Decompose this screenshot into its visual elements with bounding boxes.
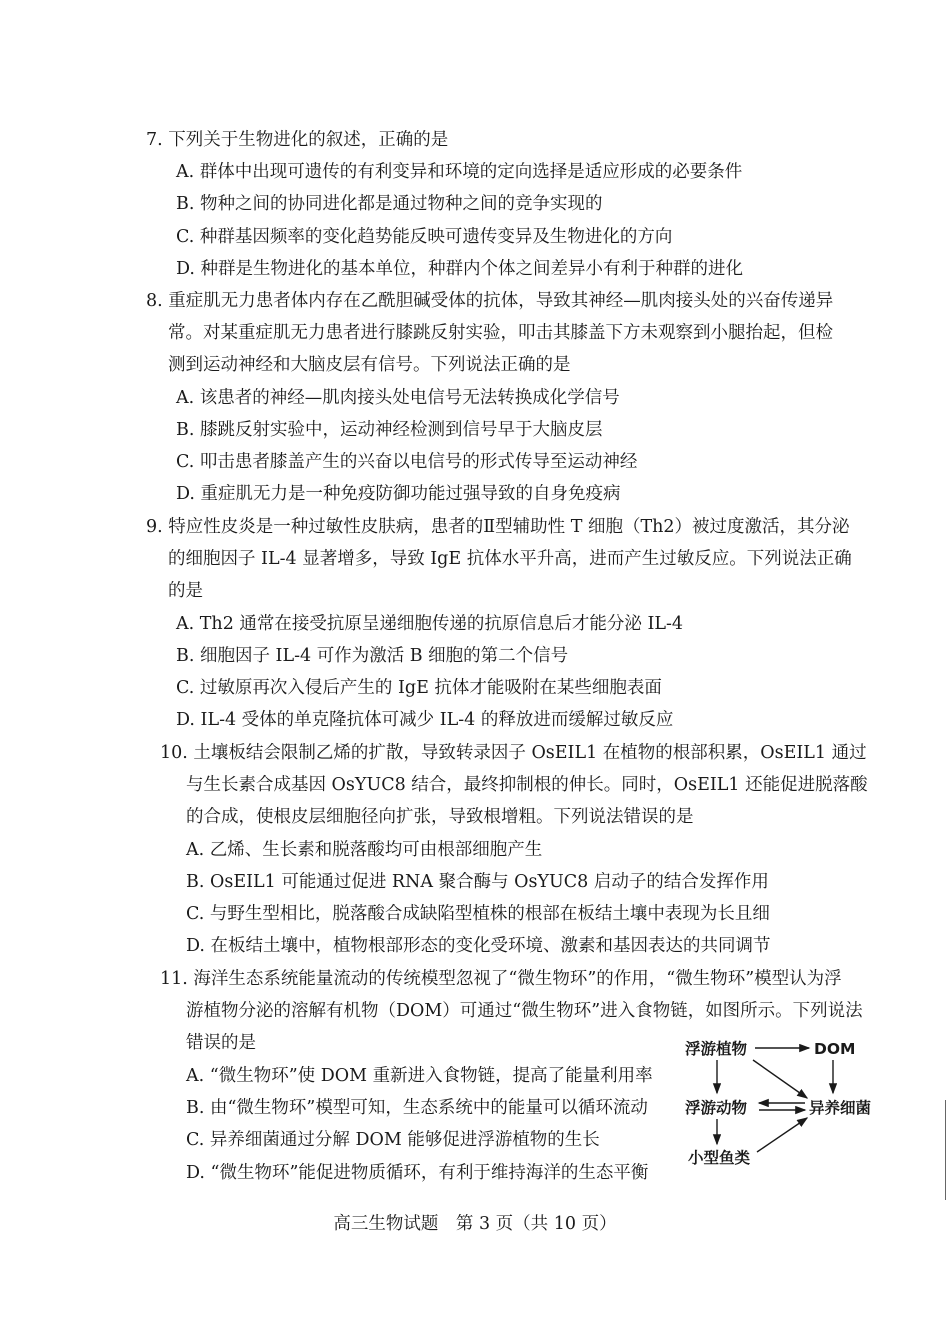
microbial-loop-diagram	[675, 1030, 915, 1175]
q9-stem-line3: 的是	[168, 581, 203, 601]
q10-stem-line1: 10. 土壤板结会限制乙烯的扩散，导致转录因子 OsEIL1 在植物的根部积累，OsEIL1 通过	[160, 743, 867, 763]
q8-option-b: B. 膝跳反射实验中，运动神经检测到信号早于大脑皮层	[176, 420, 603, 440]
q10-option-b: B. OsEIL1 可能通过促进 RNA 聚合酶与 OsYUC8 启动子的结合发挥作用	[186, 872, 769, 892]
q10-stem-line3: 的合成，使根皮层细胞径向扩张，导致根增粗。下列说法错误的是	[186, 807, 694, 827]
arrow-phyto-to-bacteria	[753, 1060, 807, 1098]
page-edge-rule	[945, 1100, 946, 1200]
q8-option-a: A. 该患者的神经—肌肉接头处电信号无法转换成化学信号	[176, 388, 620, 408]
q9-stem-line1: 9. 特应性皮炎是一种过敏性皮肤病，患者的Ⅱ型辅助性 T 细胞（Th2）被过度激活，其分泌	[146, 517, 850, 537]
q10-option-d: D. 在板结土壤中，植物根部形态的变化受环境、激素和基因表达的共同调节	[186, 936, 771, 956]
q11-option-d: D. “微生物环”能促进物质循环，有利于维持海洋的生态平衡	[186, 1163, 649, 1183]
q10-option-c: C. 与野生型相比，脱落酸合成缺陷型植株的根部在板结土壤中表现为长且细	[186, 904, 770, 924]
q7-option-a: A. 群体中出现可遗传的有利变异和环境的定向选择是适应形成的必要条件	[176, 162, 743, 182]
q7-option-c: C. 种群基因频率的变化趋势能反映可遗传变异及生物进化的方向	[176, 227, 673, 247]
node-small-fish: 小型鱼类	[688, 1149, 751, 1167]
q8-option-d: D. 重症肌无力是一种免疫防御功能过强导致的自身免疫病	[176, 484, 621, 504]
q7-option-b: B. 物种之间的协同进化都是通过物种之间的竞争实现的	[176, 194, 603, 214]
q11-option-c: C. 异养细菌通过分解 DOM 能够促进浮游植物的生长	[186, 1130, 600, 1150]
q11-stem-line3: 错误的是	[186, 1033, 256, 1053]
q8-stem-line2: 常。对某重症肌无力患者进行膝跳反射实验，叩击其膝盖下方未观察到小腿抬起，但检	[168, 323, 833, 343]
q9-option-a: A. Th2 通常在接受抗原呈递细胞传递的抗原信息后才能分泌 IL-4	[176, 614, 684, 634]
q7-stem: 7. 下列关于生物进化的叙述，正确的是	[146, 130, 449, 150]
q7-option-d: D. 种群是生物进化的基本单位，种群内个体之间差异小有利于种群的进化	[176, 259, 744, 279]
node-heterotrophic-bacteria: 异养细菌	[809, 1099, 872, 1117]
arrow-fish-to-bacteria	[757, 1118, 807, 1152]
q9-option-c: C. 过敏原再次入侵后产生的 IgE 抗体才能吸附在某些细胞表面	[176, 678, 662, 698]
q10-stem-line2: 与生长素合成基因 OsYUC8 结合，最终抑制根的伸长。同时，OsEIL1 还能促进脱落酸	[186, 775, 868, 795]
q10-option-a: A. 乙烯、生长素和脱落酸均可由根部细胞产生	[186, 840, 543, 860]
q8-stem-line1: 8. 重症肌无力患者体内存在乙酰胆碱受体的抗体，导致其神经—肌肉接头处的兴奋传递异	[146, 291, 834, 311]
q8-option-c: C. 叩击患者膝盖产生的兴奋以电信号的形式传导至运动神经	[176, 452, 638, 472]
q11-stem-line1: 11. 海洋生态系统能量流动的传统模型忽视了“微生物环”的作用，“微生物环”模型认为浮	[160, 969, 842, 989]
q8-stem-line3: 测到运动神经和大脑皮层有信号。下列说法正确的是	[168, 355, 571, 375]
q11-option-a: A. “微生物环”使 DOM 重新进入食物链，提高了能量利用率	[186, 1066, 653, 1086]
q11-option-b: B. 由“微生物环”模型可知，生态系统中的能量可以循环流动	[186, 1098, 648, 1118]
q11-stem-line2: 游植物分泌的溶解有机物（DOM）可通过“微生物环”进入食物链，如图所示。下列说法	[186, 1001, 863, 1021]
page-footer: 高三生物试题 第 3 页（共 10 页）	[333, 1214, 617, 1234]
node-zooplankton: 浮游动物	[685, 1099, 748, 1117]
q9-stem-line2: 的细胞因子 IL-4 显著增多，导致 IgE 抗体水平升高，进而产生过敏反应。下列说法正确	[168, 549, 852, 569]
node-phytoplankton: 浮游植物	[685, 1040, 748, 1058]
node-dom: DOM	[814, 1040, 856, 1058]
q9-option-b: B. 细胞因子 IL-4 可作为激活 B 细胞的第二个信号	[176, 646, 569, 666]
q9-option-d: D. IL-4 受体的单克隆抗体可减少 IL-4 的释放进而缓解过敏反应	[176, 710, 674, 730]
